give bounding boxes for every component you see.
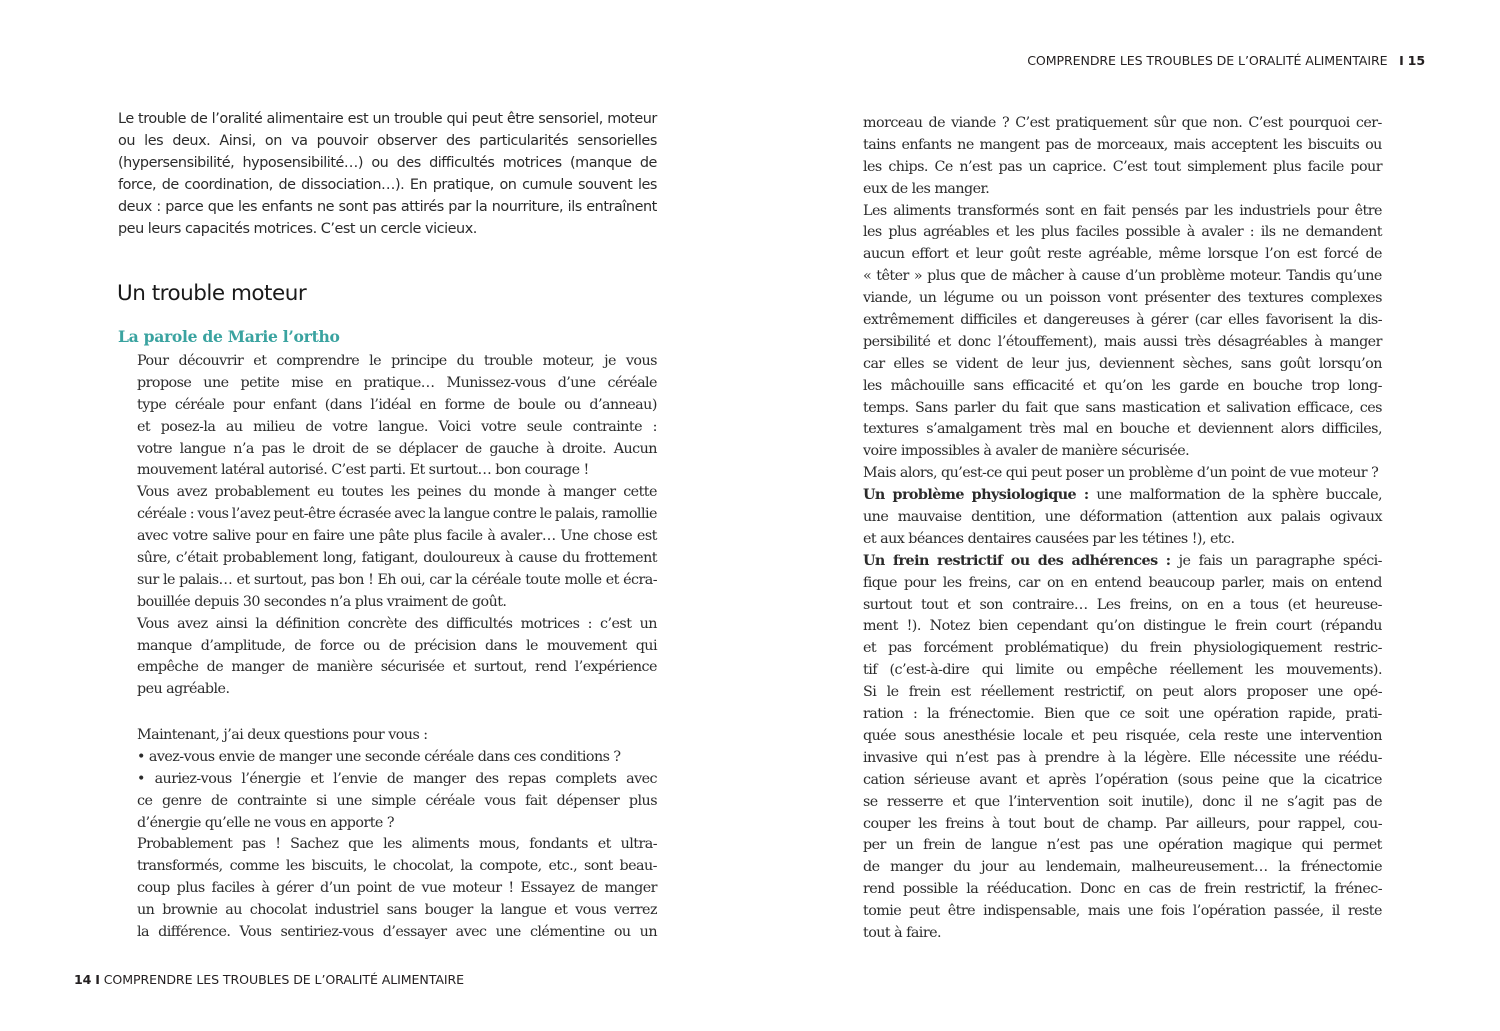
- text-line: une mauvaise dentition, une déformation (attention aux palais ogivaux: [863, 509, 1382, 526]
- text-line: Vous avez ainsi la définition concrète des difficultés motrices : c’est un: [137, 615, 657, 632]
- text-line: avec votre salive pour en faire une pâte plus facile à avaler… Une chose est: [137, 528, 657, 545]
- text-line: peu agréable.: [137, 681, 230, 698]
- right-body-text: [863, 113, 1382, 945]
- running-title: COMPRENDRE LES TROUBLES DE L’ORALITÉ ALIMENTAIRE: [103, 972, 464, 987]
- text-line: couper les freins à tout bout de champ. Par ailleurs, pour rappel, cou-: [863, 815, 1382, 832]
- text-line: Maintenant, j’ai deux questions pour vous :: [137, 727, 428, 743]
- text-line: ment !). Notez bien cependant qu’on distingue le frein court (répandu: [863, 618, 1382, 635]
- text-line: • avez-vous envie de manger une seconde céréale dans ces conditions ?: [137, 748, 621, 765]
- running-title: COMPRENDRE LES TROUBLES DE L’ORALITÉ ALIMENTAIRE: [1027, 53, 1388, 68]
- text-line: aucun effort et leur goût reste agréable, même lorsque l’on est forcé de: [863, 246, 1382, 263]
- text-line: Mais alors, qu’est-ce qui peut poser un problème d’un point de vue moteur ?: [863, 465, 1379, 482]
- text-line: et pas forcément problématique) du frein physiologiquement restric-: [863, 640, 1382, 657]
- text-line: Un frein restrictif ou des adhérences : je fais un paragraphe spéci-: [863, 552, 1382, 569]
- text-line: tif (c’est-à-dire qui limite ou empêche réellement les mouvements).: [863, 662, 1382, 679]
- text-line: les mâchouille sans efficacité et qu’on les garde en bouche trop long-: [863, 377, 1382, 394]
- text-line: surtout tout et son contraire… Les freins, on en a tous (et heureuse-: [863, 596, 1382, 613]
- text-line: tomie peut être indispensable, mais une fois l’opération passée, il reste: [863, 903, 1382, 920]
- text-line: fique pour les freins, car on en entend beaucoup parler, mais on entend: [863, 574, 1382, 591]
- right-page: [750, 0, 1500, 1031]
- right-running-header: [1027, 53, 1425, 68]
- text-line: un brownie au chocolat industriel sans bouger la langue et vous verrez: [137, 902, 657, 919]
- text-line: sur le palais… et surtout, pas bon ! Eh oui, car la céréale toute molle et écra-: [137, 571, 657, 588]
- text-line: peu leurs capacités motrices. C’est un cercle vicieux.: [118, 221, 477, 237]
- text-line: de manger du jour au lendemain, malheureusement… la frénectomie: [863, 859, 1382, 876]
- text-line: se resserre et que l’intervention soit inutile), donc il ne s’agit pas de: [863, 793, 1382, 810]
- text-line: car elles se vident de leur jus, deviennent sèches, sans goût lorsqu’on: [863, 355, 1382, 372]
- running-separator: I: [1399, 53, 1404, 68]
- text-line: temps. Sans parler du fait que sans mastication et salivation efficace, ces: [863, 399, 1382, 416]
- text-line: invasive qui n’est pas à prendre à la légère. Elle nécessite une réédu-: [863, 749, 1382, 766]
- text-line: les plus agréables et les plus faciles possible à avaler : ils ne demandent: [863, 224, 1382, 241]
- left-running-footer: [74, 972, 464, 987]
- text-line: eux de les manger.: [863, 180, 990, 197]
- text-line: manque d’amplitude, de force ou de précision dans le mouvement qui: [137, 637, 657, 654]
- text-line: force, de coordination, de dissociation…). En pratique, on cumule souvent les: [118, 177, 657, 193]
- text-line: persibilité et donc l’étouffement), mais aussi très désagréables à manger: [863, 333, 1382, 350]
- text-line: cation sérieuse avant et après l’opération (sous peine que la cicatrice: [863, 771, 1382, 788]
- text-line: « têter » plus que de mâcher à cause d’un problème moteur. Tandis qu’une: [863, 268, 1382, 285]
- text-line: Si le frein est réellement restrictif, on peut alors proposer une opé-: [863, 684, 1382, 701]
- text-line: Pour découvrir et comprendre le principe du trouble moteur, je vous: [137, 353, 657, 369]
- text-line: transformés, comme les biscuits, le chocolat, la compote, etc., sont beau-: [137, 858, 657, 875]
- text-line: et posez-la au milieu de votre langue. Voici votre seule contrainte :: [137, 418, 657, 435]
- section-title: Un trouble moteur: [117, 281, 307, 306]
- text-line: tains enfants ne mangent pas de morceaux, mais acceptent les biscuits ou: [863, 136, 1382, 153]
- text-line: coup plus faciles à gérer d’un point de vue moteur ! Essayez de manger: [137, 880, 657, 897]
- text-line: ou les deux. Ainsi, on va pouvoir observer des particularités sensorielles: [118, 133, 657, 149]
- text-line: votre langue n’a pas le droit de se déplacer de gauche à droite. Aucun: [137, 440, 657, 457]
- text-line: mouvement latéral autorisé. C’est parti. Et surtout… bon courage !: [137, 462, 589, 479]
- text-line: Le trouble de l’oralité alimentaire est un trouble qui peut être sensoriel, moteur: [118, 111, 657, 127]
- page-number-left: 14: [74, 972, 92, 987]
- intro-paragraph: [118, 108, 657, 240]
- text-line: Les aliments transformés sont en fait pensés par les industriels pour être: [863, 202, 1382, 219]
- box-title: La parole de Marie l’ortho: [118, 327, 340, 346]
- text-line: ration : la frénectomie. Bien que ce soit une opération rapide, prati-: [863, 706, 1382, 723]
- text-line: quée sous anesthésie locale et peu risquée, cela reste une intervention: [863, 727, 1382, 744]
- text-line: Vous avez probablement eu toutes les peines du monde à manger cette: [137, 484, 657, 501]
- text-line: deux : parce que les enfants ne sont pas attirés par la nourriture, ils entraînent: [118, 199, 657, 215]
- text-line: type céréale pour enfant (dans l’idéal en forme de boule ou d’anneau): [137, 396, 657, 413]
- text-line: d’énergie qu’elle ne vous en apporte ?: [137, 814, 394, 831]
- text-line: • auriez-vous l’énergie et l’envie de manger des repas complets avec: [137, 770, 657, 787]
- text-line: la différence. Vous sentiriez-vous d’essayer avec une clémentine ou un: [137, 924, 657, 941]
- text-line: Un problème physiologique : une malformation de la sphère buccale,: [863, 487, 1382, 504]
- box-text-part-2: [137, 725, 657, 944]
- text-line: céréale : vous l’avez peut-être écrasée avec la langue contre le palais, ramollie: [137, 506, 657, 523]
- text-line: les chips. Ce n’est pas un caprice. C’est tout simplement plus facile pour: [863, 158, 1382, 175]
- text-line: extrêmement difficiles et dangereuses à gérer (car elles favorisent la dis-: [863, 312, 1382, 329]
- text-line: empêche de manger de manière sécurisée et surtout, rend l’expérience: [137, 659, 657, 676]
- text-line: tout à faire.: [863, 924, 942, 941]
- text-line: et aux béances dentaires causées par les tétines !), etc.: [863, 530, 1235, 547]
- running-separator: I: [95, 972, 100, 987]
- box-text-part-1: [137, 351, 657, 701]
- text-line: ce genre de contrainte si une simple céréale vous fait dépenser plus: [137, 792, 657, 809]
- text-line: viande, un légume ou un poisson vont présenter des textures complexes: [863, 290, 1382, 307]
- text-line: morceau de viande ? C’est pratiquement sûr que non. C’est pourquoi cer-: [863, 115, 1382, 131]
- text-line: textures s’amalgament très mal en bouche et deviennent alors difficiles,: [863, 421, 1382, 438]
- page-number-right: 15: [1407, 53, 1425, 68]
- text-line: (hypersensibilité, hyposensibilité…) ou des difficultés motrices (manque de: [118, 155, 657, 171]
- text-line: rend possible la rééducation. Donc en cas de frein restrictif, la frénec-: [863, 881, 1382, 898]
- text-line: bouillée depuis 30 secondes n’a plus vraiment de goût.: [137, 593, 507, 610]
- text-line: per un frein de langue n’est pas une opération magique qui permet: [863, 837, 1382, 854]
- text-line: sûre, c’était probablement long, fatigant, douloureux à cause du frottement: [137, 550, 657, 567]
- text-line: propose une petite mise en pratique… Munissez-vous d’une céréale: [137, 374, 657, 391]
- text-line: Probablement pas ! Sachez que les aliments mous, fondants et ultra-: [137, 836, 657, 853]
- text-line: voire impossibles à avaler de manière sécurisée.: [863, 443, 1190, 460]
